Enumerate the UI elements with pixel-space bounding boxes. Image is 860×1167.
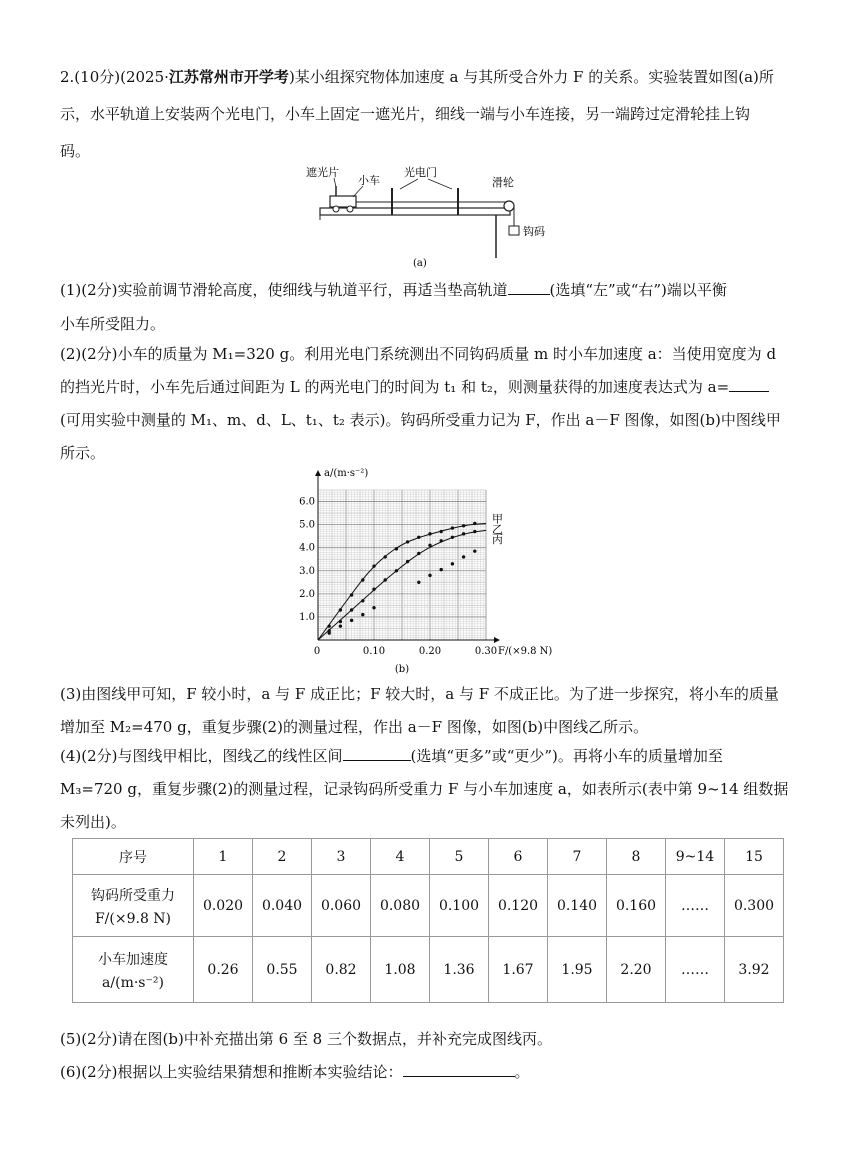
data-point-乙 [451, 536, 454, 539]
data-point-丙 [417, 581, 420, 584]
label-cart: 小车 [358, 174, 380, 187]
data-point-乙 [406, 560, 409, 563]
header-cell: 8 [607, 839, 666, 875]
data-point-乙 [395, 569, 398, 572]
data-point-甲 [372, 564, 375, 567]
table-cell: 0.020 [194, 875, 253, 937]
question-2: (2)(2分)小车的质量为 M₁=320 g。利用光电门系统测出不同钩码质量 m 时小车加速度 a：当使用宽度为 d 的挡光片时，小车先后通过间距为 L 的两光电门的时间为 t₁ 和 t₂，则测量获得的加速度表达式为 a= (可用实验中测量的 M₁、m、d、L、t₁、t₂ 表示)。钩码所受重力记为 F，作出 a－F 图像，如图(b)中图线甲 所示。 [60, 345, 781, 462]
data-point-甲 [473, 522, 476, 525]
y-tick-label: 2.0 [299, 588, 315, 600]
y-axis-label: a/(m·s⁻²) [324, 468, 369, 479]
header-label: 序号 [73, 839, 194, 875]
question-4: (4)(2分)与图线甲相比，图线乙的线性区间 (选填“更多”或“更少”)。再将小车的质量增加至 M₃=720 g，重复步骤(2)的测量过程，记录钩码所受重力 F 与小车加速度 a，如表所示(表中第 9~14 组数据 未列出)。 [60, 742, 800, 837]
data-point-丙 [350, 619, 353, 622]
data-point-甲 [350, 593, 353, 596]
figure-a-apparatus [300, 158, 560, 270]
data-point-乙 [372, 588, 375, 591]
data-point-乙 [417, 552, 420, 555]
y-tick-label: 3.0 [299, 565, 315, 577]
table-cell: 1.95 [548, 937, 607, 1003]
table-cell: 0.040 [253, 875, 312, 937]
x-tick-label: 0.10 [362, 646, 386, 657]
data-point-丙 [440, 568, 443, 571]
label-gate: 光电门 [404, 166, 437, 179]
question-intro [60, 63, 800, 166]
table-header-row [73, 839, 784, 875]
data-point-甲 [328, 624, 331, 627]
question-5: (5)(2分)请在图(b)中补充描出第 6 至 8 三个数据点，并补充完成图线丙。 [60, 1030, 552, 1048]
header-cell: 9~14 [666, 839, 725, 875]
data-point-丙 [451, 562, 454, 565]
data-point-甲 [440, 530, 443, 533]
data-point-乙 [350, 608, 353, 611]
data-point-丙 [361, 613, 364, 616]
answer-blank-6[interactable] [403, 1060, 515, 1077]
source-name: 江苏常州市开学考 [168, 68, 289, 86]
header-cell: 6 [489, 839, 548, 875]
header-cell: 4 [371, 839, 430, 875]
header-cell: 2 [253, 839, 312, 875]
table-cell: 0.55 [253, 937, 312, 1003]
label-shield: 遮光片 [306, 166, 339, 179]
table-cell: …… [666, 875, 725, 937]
table-cell: 2.20 [607, 937, 666, 1003]
table-cell: 0.82 [312, 937, 371, 1003]
intro-line-3: 码。 [60, 142, 91, 160]
table-cell: 0.100 [430, 875, 489, 937]
data-point-甲 [428, 532, 431, 535]
data-point-甲 [451, 526, 454, 529]
header-cell: 5 [430, 839, 489, 875]
origin-label: 0 [313, 646, 321, 657]
series-label-甲: 甲 [492, 512, 503, 526]
chart-caption: (b) [394, 664, 410, 675]
y-axis-arrow [315, 470, 321, 476]
question-6: (6)(2分)根据以上实验结果猜想和推断本实验结论： 。 [60, 1058, 800, 1087]
data-point-乙 [473, 530, 476, 533]
label-weight: 钩码 [523, 225, 545, 238]
y-tick-label: 1.0 [299, 611, 315, 623]
figure-a-caption: (a) [413, 258, 427, 269]
table-cell: 0.300 [725, 875, 784, 937]
question-1: (1)(2分)实验前调节滑轮高度，使细线与轨道平行，再适当垫高轨道 (选填“左”或“右”)端以平衡 小车所受阻力。 [60, 276, 800, 339]
data-point-丙 [473, 549, 476, 552]
header-cell: 7 [548, 839, 607, 875]
intro-line-1: 2.(10分)(2025·江苏常州市开学考)某小组探究物体加速度 a 与其所受合外力 F 的关系。实验装置如图(a)所 [60, 68, 774, 86]
answer-blank-1[interactable] [508, 278, 550, 295]
table-cell: …… [666, 937, 725, 1003]
y-tick-label: 5.0 [299, 519, 315, 531]
table-row-force [73, 875, 784, 937]
header-cell: 15 [725, 839, 784, 875]
data-point-乙 [462, 532, 465, 535]
data-point-甲 [339, 608, 342, 611]
header-cell: 1 [194, 839, 253, 875]
table-cell: 0.060 [312, 875, 371, 937]
data-point-甲 [395, 547, 398, 550]
data-point-甲 [406, 540, 409, 543]
data-point-乙 [339, 620, 342, 623]
data-point-丙 [328, 631, 331, 634]
answer-blank-4[interactable] [343, 744, 411, 761]
data-point-乙 [428, 544, 431, 547]
table-cell: 0.160 [607, 875, 666, 937]
data-point-甲 [417, 536, 420, 539]
row-label-accel: 小车加速度 a/(m·s⁻²) [73, 937, 194, 1003]
x-tick-label: 0.30 [474, 646, 498, 657]
label-pulley: 滑轮 [492, 176, 514, 189]
data-point-甲 [384, 555, 387, 558]
data-point-丙 [372, 606, 375, 609]
data-point-乙 [361, 599, 364, 602]
figure-b-chart [290, 464, 580, 676]
series-label-丙: 丙 [492, 533, 503, 547]
row-label-force: 钩码所受重力 F/(×9.8 N) [73, 875, 194, 937]
hook-weight [509, 226, 519, 235]
y-tick-label: 4.0 [299, 542, 315, 554]
table-cell: 0.120 [489, 875, 548, 937]
data-point-甲 [361, 578, 364, 581]
x-tick-label: 0.20 [418, 646, 442, 657]
data-point-丙 [339, 624, 342, 627]
data-point-甲 [462, 524, 465, 527]
table-cell: 0.080 [371, 875, 430, 937]
table-cell: 0.140 [548, 875, 607, 937]
table-row-accel [73, 937, 784, 1003]
header-cell: 3 [312, 839, 371, 875]
data-point-丙 [428, 574, 431, 577]
question-3: (3)由图线甲可知，F 较小时，a 与 F 成正比；F 较大时，a 与 F 不成正比。为了进一步探究，将小车的质量 增加至 M₂=470 g，重复步骤(2)的测量过程，作出 a－F 图像，如图(b)中图线乙所示。 [60, 685, 779, 736]
table-cell: 3.92 [725, 937, 784, 1003]
pulley [504, 201, 514, 211]
data-table [72, 838, 784, 1003]
table-cell: 0.26 [194, 937, 253, 1003]
table-cell: 1.08 [371, 937, 430, 1003]
series-label-乙: 乙 [492, 522, 503, 536]
x-axis-label: F/(×9.8 N) [498, 646, 553, 657]
table-cell: 1.36 [430, 937, 489, 1003]
table-cell: 1.67 [489, 937, 548, 1003]
data-point-乙 [384, 578, 387, 581]
y-tick-label: 6.0 [299, 496, 315, 508]
answer-blank-2[interactable] [729, 375, 769, 392]
intro-line-2: 示，水平轨道上安装两个光电门，小车上固定一遮光片，细线一端与小车连接，另一端跨过定滑轮挂上钩 [60, 105, 751, 123]
data-point-丙 [462, 555, 465, 558]
x-axis-arrow [494, 637, 500, 643]
data-point-乙 [440, 539, 443, 542]
